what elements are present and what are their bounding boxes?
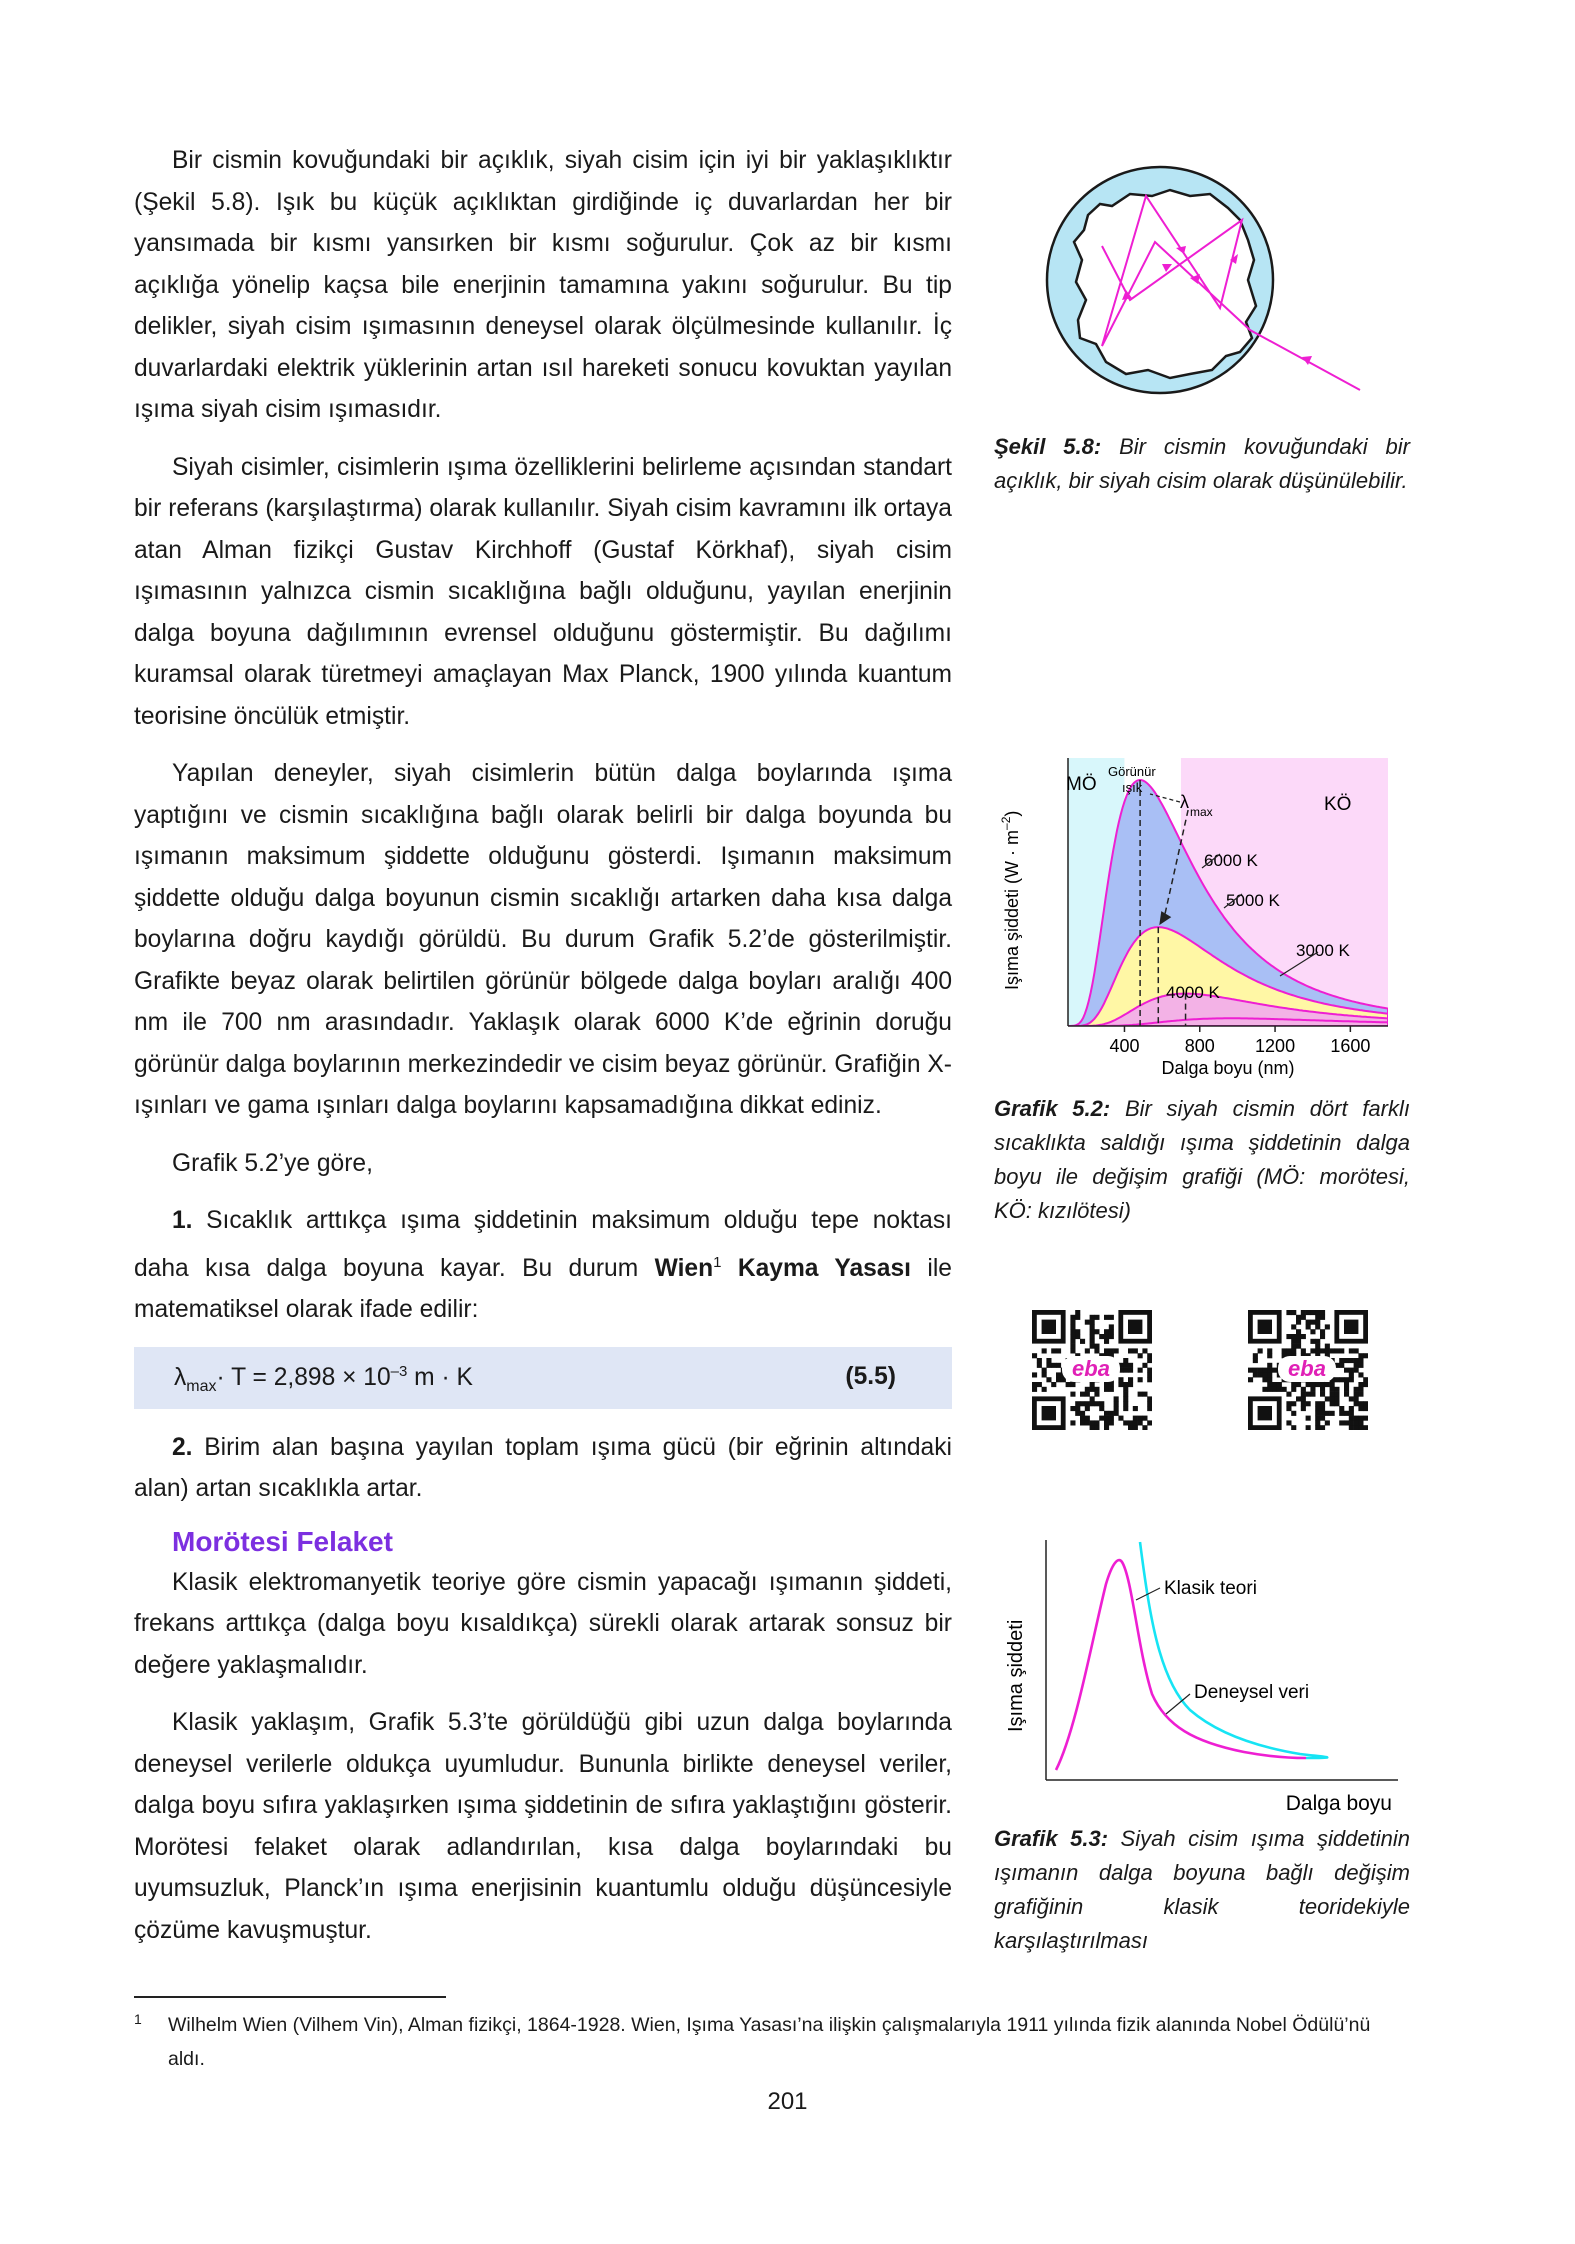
wien-footnote-ref: 1: [713, 1253, 722, 1271]
list-item-1-number: 1.: [172, 1207, 193, 1234]
footnote-rule: [134, 1996, 446, 1998]
paragraph-3: Yapılan deneyler, siyah cisimlerin bütün dalga boylarında ışıma yaptığını ve cismin sıcaklığına bağlı olarak belirli bir dalga boyunda bu ışımanın maksimum şiddette olduğunu gösterdi. Işımanın maksimum şiddette olduğu dalga boyunun cismin sıcaklığı artarken daha kısa dalga boylarına doğru kaydığı görüldü. Bu durum Grafik 5.2’de gösterilmiştir. Grafikte beyaz olarak belirtilen görünür bölgede dalga boyları aralığı 400 nm ile 700 nm arasındadır. Yaklaşık olarak 6000 K’de eğrinin doruğu görünür dalga boylarının merkezindedir ve cisim beyaz görünür. Grafiğin X-ışınları ve gama ışınları dalga boylarını kapsamadığına dikkat ediniz.: [134, 760, 952, 1119]
label-experiment: Deneysel veri: [1194, 1682, 1310, 1703]
wien-formula: [174, 1363, 473, 1396]
graph-53-caption: [994, 1822, 1410, 1958]
eba-badge-2: eba: [1278, 1356, 1336, 1382]
wien-formula-box: [134, 1347, 952, 1409]
chart-xlabel: Dalga boyu (nm): [1161, 1058, 1295, 1078]
chart-ylabel: [999, 811, 1022, 990]
formula-sub: max: [186, 1377, 217, 1395]
x-tick-label: 800: [1184, 1036, 1215, 1056]
cavity-hole: [1074, 190, 1256, 378]
formula-exp: –3: [390, 1362, 408, 1380]
label-5000k: 5000 K: [1226, 891, 1280, 910]
footnote-text: Wilhelm Wien (Vilhem Vin), Alman fizikçi, 1864-1928. Wien, Işıma Yasası’na ilişkin çalışmalarıyla 1911 yılında fizik alanında Nobel Ödülü’nü aldı.: [168, 2014, 1371, 2070]
list-item-2: [134, 1427, 952, 1510]
cavity-figure: [1040, 160, 1400, 420]
list-item-1-text: Sıcaklık arttıkça ışıma şiddetinin maksimum olduğu tepe noktası daha kısa dalga boyuna kayar. Bu durum: [134, 1207, 952, 1282]
figure-58-caption: [994, 430, 1410, 498]
formula-lambda: λ: [174, 1363, 187, 1391]
main-text-column: [134, 140, 952, 1967]
footnote: [134, 2008, 1404, 2076]
formula-unit: m · K: [407, 1363, 473, 1391]
x-tick-label: 1600: [1330, 1036, 1371, 1056]
classic-vs-experiment-chart: [994, 1530, 1414, 1820]
paragraph-1: Bir cismin kovuğundaki bir açıklık, siyah cisim için iyi bir yaklaşıklıktır (Şekil 5.8). Işık bu küçük açıklıktan girdiğinde iç duvarlardan her bir yansımada bir kısmı yansırken bir kısmı soğurulur. Çok az bir kısmı açıklığa yönelip kaçsa bile enerjinin tamamına yakını soğurulur. Bu tip delikler, siyah cisim ışımasının deneysel olarak ölçülmesinde kullanılır. İç duvarlardaki elektrik yüklerinin artan ısıl hareketi sonucu kovuktan yayılan ışıma siyah cisim ışımasıdır.: [134, 147, 952, 423]
page-number: 201: [767, 2088, 808, 2115]
formula-rest: · T = 2,898 × 10: [216, 1363, 391, 1391]
x-ticks: [1109, 1026, 1370, 1056]
kayma-yasasi: Kayma Yasası: [737, 1254, 911, 1282]
x-tick-label: 400: [1109, 1036, 1140, 1056]
paragraph-6: Klasik yaklaşım, Grafik 5.3’te görüldüğü gibi uzun dalga boylarında deneysel verilerle oldukça uyumludur. Bununla birlikte deneysel veriler, dalga boyu sıfıra yaklaşırken ışıma şiddetinin de sıfıra yaklaştığını gösterir. Morötesi felaket olarak adlandırılan, kısa dalga boylarındaki bu uyumsuzluk, Planck’ın ışıma enerjisinin kuantumlu olduğu düşüncesiyle çözüme kavuşmuştur.: [134, 1709, 952, 1944]
label-classic: Klasik teori: [1164, 1578, 1257, 1599]
ylabel-main: Işıma şiddeti (W · m: [1002, 829, 1022, 990]
list-item-2-text: Birim alan başına yayılan toplam ışıma gücü (bir eğrinin altındaki alan) artan sıcaklıkla artar.: [134, 1433, 952, 1503]
graph-52-label: Grafik 5.2:: [994, 1096, 1111, 1121]
label-3000k: 3000 K: [1296, 941, 1350, 960]
ylabel-close: ): [1002, 810, 1022, 817]
label-ir: KÖ: [1324, 794, 1352, 815]
figure-58-label: Şekil 5.8:: [994, 434, 1102, 459]
label-6000k: 6000 K: [1204, 851, 1258, 870]
label-uv: MÖ: [1066, 774, 1097, 795]
qr-code-2[interactable]: [1248, 1310, 1368, 1430]
list-item-1: [134, 1200, 952, 1331]
paragraph-2: Siyah cisimler, cisimlerin ışıma özelliklerini belirleme açısından standart bir referans (karşılaştırma) olarak kullanılır. Siyah cisim kavramını ilk ortaya atan Alman fizikçi Gustav Kirchhoff (Gustaf Körkhaf), siyah cisim ışımasının yalnızca cismin sıcaklığına bağlı olduğunu, yayılan enerjinin dalga boyuna dağılımının evrensel olduğunu göstermiştir. Bu dağılımı kuramsal olarak türetmeyi amaçlayan Max Planck, 1900 yılında kuantum teorisine öncülük etmiştir.: [134, 453, 952, 730]
label-visible-2: ışık: [1122, 780, 1143, 795]
chart-53-xlabel: Dalga boyu: [1285, 1792, 1392, 1815]
figure-58-text: Bir cismin kovuğundaki bir açıklık, bir siyah cisim olarak düşünülebilir.: [994, 434, 1411, 493]
label-lambda: λ: [1180, 792, 1189, 812]
section-heading: Morötesi Felaket: [172, 1525, 393, 1557]
graph-52-caption: [994, 1092, 1410, 1228]
graph-53-label: Grafik 5.3:: [994, 1826, 1109, 1851]
graph-53-text: Siyah cisim ışıma şiddetinin ışımanın dalga boyuna bağlı değişim grafiğinin klasik teoridekiyle karşılaştırılması: [994, 1826, 1410, 1953]
ylabel-exp: –2: [999, 816, 1013, 830]
label-visible-1: Görünür: [1108, 764, 1156, 779]
footnote-mark: 1: [134, 2011, 142, 2027]
formula-number: (5.5): [845, 1362, 896, 1390]
wien-name: Wien: [654, 1254, 714, 1282]
eba-badge-1: eba: [1062, 1356, 1120, 1382]
classic-theory-curve: [1140, 1542, 1327, 1758]
qr-code-1[interactable]: [1032, 1310, 1152, 1430]
chart-53-ylabel: Işıma şiddeti: [1005, 1619, 1027, 1732]
paragraph-5: Klasik elektromanyetik teoriye göre cismin yapacağı ışımanın şiddeti, frekans arttıkça (dalga boyu kısaldıkça) sürekli olarak artarak sonsuz bir değere yaklaşmalıdır.: [134, 1568, 952, 1679]
list-item-1-tail: ile matematiksel olarak ifade edilir:: [134, 1254, 952, 1324]
x-tick-label: 1200: [1255, 1036, 1296, 1056]
graph-52-text: Bir siyah cismin dört farklı sıcaklıkta saldığı ışıma şiddetinin dalga boyu ile değişim grafiği (MÖ: morötesi, KÖ: kızılötesi): [994, 1096, 1410, 1223]
list-item-2-number: 2.: [172, 1433, 193, 1461]
paragraph-4: Grafik 5.2’ye göre,: [172, 1149, 373, 1177]
blackbody-chart: [990, 750, 1410, 1090]
label-lambda-sub: max: [1190, 805, 1213, 819]
label-4000k: 4000 K: [1166, 983, 1220, 1002]
